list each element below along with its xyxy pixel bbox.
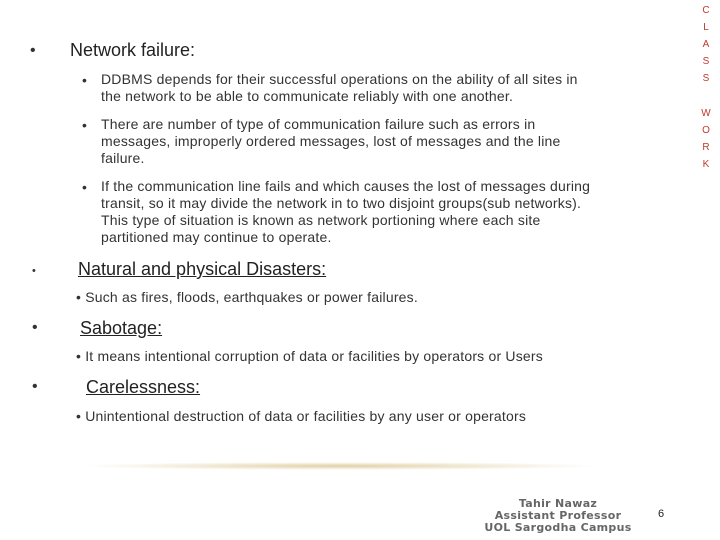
side-letter: A — [702, 39, 710, 50]
network-point-2 — [101, 116, 681, 167]
side-letter: L — [703, 22, 709, 33]
signature-line: UOL Sargodha Campus — [484, 521, 632, 534]
text-line: This type of situation is known as network portioning where each site — [101, 212, 541, 228]
side-letter: W — [701, 108, 711, 119]
text-line: DDBMS depends for their successful operations on the ability of all sites in — [101, 71, 578, 87]
bullet-marker: • — [32, 319, 38, 336]
text-line: There are number of type of communication failure such as errors in — [101, 116, 536, 132]
bullet-marker: • — [32, 378, 38, 395]
bullet-marker: • — [32, 265, 36, 277]
carelessness-detail: • Unintentional destruction of data or facilities by any user or operators — [76, 408, 527, 424]
disasters-detail: • Such as fires, floods, earthquakes or power failures. — [76, 289, 418, 305]
side-letter: S — [702, 73, 710, 84]
side-letter: O — [702, 125, 710, 136]
network-point-3 — [101, 178, 681, 246]
decorative-divider — [80, 462, 600, 470]
sabotage-heading: Sabotage: — [80, 318, 163, 338]
disasters-heading: Natural and physical Disasters: — [78, 259, 327, 279]
network-point-1 — [101, 71, 681, 105]
signature-line: Assistant Professor — [494, 509, 622, 522]
author-signature — [482, 498, 634, 534]
bullet-marker: • — [82, 72, 87, 88]
bullet-marker: • — [82, 179, 87, 195]
text-line: messages, improperly ordered messages, lost of messages and the line — [101, 133, 561, 149]
side-letter: C — [702, 5, 710, 16]
carelessness-heading: Carelessness: — [86, 377, 201, 397]
side-letter: R — [702, 142, 710, 153]
text-line: If the communication line fails and which causes the lost of messages during — [101, 178, 591, 194]
bullet-marker: • — [82, 117, 87, 133]
page-number: 6 — [658, 508, 665, 520]
side-letter: K — [702, 159, 710, 170]
sabotage-detail: • It means intentional corruption of data or facilities by operators or Users — [76, 348, 543, 364]
signature-line: Tahir Nawaz — [518, 497, 598, 510]
text-line: transit, so it may divide the network in to two disjoint groups(sub networks). — [101, 195, 582, 211]
network-failure-heading: Network failure: — [70, 40, 196, 60]
side-label — [700, 2, 712, 173]
text-line: partitioned may continue to operate. — [101, 229, 332, 245]
text-line: failure. — [101, 150, 145, 166]
bullet-marker: • — [30, 42, 36, 59]
text-line: the network to be able to communicate reliably with one another. — [101, 88, 514, 104]
side-letter: S — [702, 56, 710, 67]
